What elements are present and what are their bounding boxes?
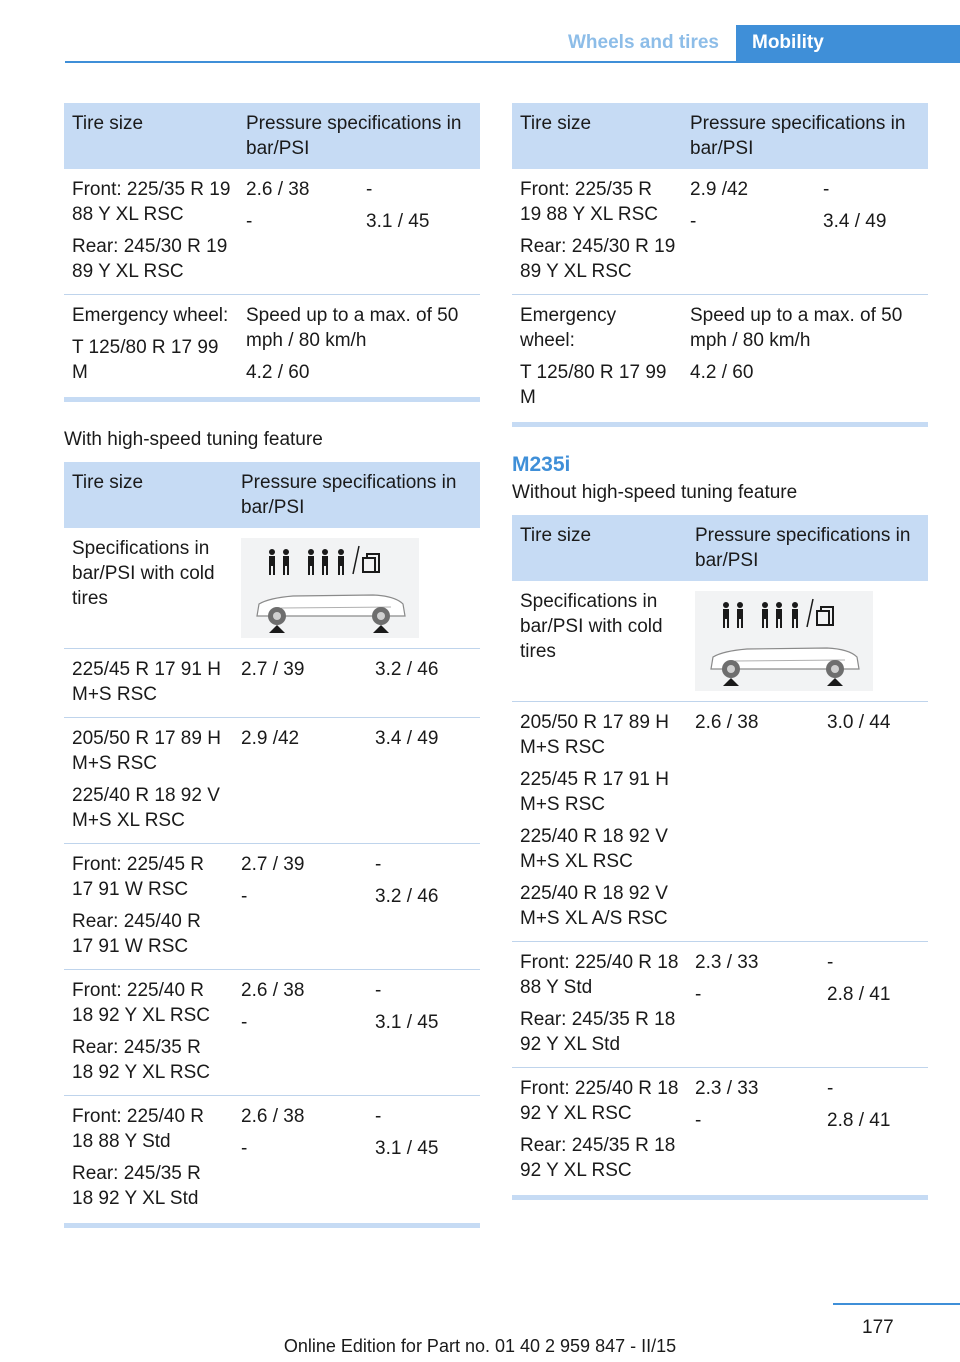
- tire-size-cell: [512, 702, 687, 942]
- tire-size-front: Front: 225/40 R 18 88 Y Std: [72, 1106, 205, 1152]
- pressure-cell: [819, 942, 928, 1068]
- pressure-cell: [238, 169, 358, 295]
- load-condition-cell: [687, 581, 928, 702]
- pressure-value: 3.2 / 46: [375, 659, 439, 680]
- table-caption: Without high-speed tuning feature: [512, 482, 798, 503]
- column-header-pressure: Pressure specifications in bar/PSI: [687, 515, 928, 581]
- emergency-wheel-label: Emergency wheel:: [520, 305, 617, 351]
- page-number: 177: [862, 1317, 894, 1338]
- table-row: [64, 169, 480, 295]
- tire-size-cell: [64, 718, 233, 844]
- tire-size: 225/40 R 18 92 V M+S XL A/S RSC: [520, 883, 668, 929]
- vehicle-load-icon: [241, 538, 419, 638]
- tire-size-front: Front: 225/35 R 19 88 Y XL RSC: [72, 179, 231, 225]
- pressure-cell: [233, 970, 367, 1096]
- pressure-value: -: [827, 952, 834, 973]
- pressure-value: -: [827, 1078, 834, 1099]
- pressure-cell: [819, 1068, 928, 1198]
- pressure-value: 3.4 / 49: [375, 728, 439, 749]
- pressure-cell: [233, 844, 367, 970]
- table-row: [512, 942, 928, 1068]
- table-row: [512, 295, 928, 425]
- tire-size-cell: [64, 649, 233, 718]
- left-column: [64, 103, 480, 1228]
- column-header-tire-size: Tire size: [64, 103, 238, 169]
- table-header-row: [512, 103, 928, 169]
- table-row: [512, 1068, 928, 1198]
- pressure-value: -: [695, 984, 702, 1005]
- pressure-cell: [367, 718, 480, 844]
- pressure-value: 3.0 / 44: [827, 712, 891, 733]
- load-condition-cell: [233, 528, 480, 649]
- pressure-value: 2.6 / 38: [246, 179, 310, 200]
- tire-pressure-table: [64, 103, 480, 402]
- column-header-pressure: Pressure specifications in bar/PSI: [233, 462, 480, 528]
- pressure-cell: [819, 702, 928, 942]
- pressure-value: 3.4 / 49: [823, 211, 887, 232]
- tire-size: 205/50 R 17 89 H M+S RSC: [72, 728, 221, 774]
- pressure-value: 3.1 / 45: [375, 1138, 439, 1159]
- model-heading: M235i: [512, 453, 571, 476]
- pressure-cell: [687, 1068, 819, 1198]
- pressure-value: -: [695, 1110, 702, 1131]
- tire-size-cell: [512, 169, 682, 295]
- tire-size-cell: [64, 1096, 233, 1226]
- table-row: [64, 528, 480, 649]
- pressure-cell: [233, 649, 367, 718]
- pressure-value: -: [690, 211, 697, 232]
- tire-pressure-table: [512, 515, 928, 1200]
- tire-size-rear: Rear: 245/30 R 19 89 Y XL RSC: [520, 236, 676, 282]
- speed-limit-note: Speed up to a max. of 50 mph / 80 km/h: [690, 305, 903, 351]
- pressure-value: 2.3 / 33: [695, 952, 759, 973]
- pressure-cell: [687, 942, 819, 1068]
- tire-size-front: Front: 225/40 R 18 88 Y Std: [520, 952, 679, 998]
- table-header-row: [64, 103, 480, 169]
- pressure-value: 4.2 / 60: [246, 362, 310, 383]
- tire-size-rear: Rear: 245/35 R 18 92 Y XL RSC: [72, 1037, 211, 1083]
- pressure-value: 2.9 /42: [690, 179, 749, 200]
- pressure-cell: [367, 970, 480, 1096]
- pressure-cell: [233, 718, 367, 844]
- table-row: [64, 649, 480, 718]
- table-header-row: [512, 515, 928, 581]
- table-caption: With high-speed tuning feature: [64, 429, 323, 450]
- tire-size-front: Front: 225/45 R 17 91 W RSC: [72, 854, 205, 900]
- pressure-value: 2.7 / 39: [241, 659, 305, 680]
- tire-size-rear: Rear: 245/30 R 19 89 Y XL RSC: [72, 236, 228, 282]
- pressure-cell: [367, 649, 480, 718]
- tire-pressure-table: [64, 462, 480, 1228]
- pressure-value: -: [375, 1106, 382, 1127]
- header-chapter-tab: Mobility: [736, 25, 960, 61]
- pressure-cell: [367, 844, 480, 970]
- right-column: [512, 103, 928, 1200]
- pressure-value: -: [375, 980, 382, 1001]
- column-header-tire-size: Tire size: [512, 515, 687, 581]
- table-row: [64, 844, 480, 970]
- pressure-value: 2.8 / 41: [827, 1110, 891, 1131]
- pressure-cell: [358, 169, 480, 295]
- pressure-value: -: [241, 1138, 248, 1159]
- cold-tire-label: Specifications in bar/PSI with cold tires: [64, 528, 233, 649]
- pressure-value: -: [246, 211, 253, 232]
- column-header-tire-size: Tire size: [512, 103, 682, 169]
- emergency-wheel-label: Emergency wheel:: [72, 305, 229, 326]
- tire-size-rear: Rear: 245/35 R 18 92 Y XL Std: [520, 1009, 676, 1055]
- tire-pressure-table: [512, 103, 928, 427]
- footer-rule: [833, 1303, 960, 1305]
- table-header-row: [64, 462, 480, 528]
- tire-size: 205/50 R 17 89 H M+S RSC: [520, 712, 669, 758]
- table-row: [512, 169, 928, 295]
- tire-size-front: Front: 225/40 R 18 92 Y XL RSC: [520, 1078, 679, 1124]
- pressure-value: 2.6 / 38: [695, 712, 759, 733]
- header-section-label: Wheels and tires: [568, 32, 719, 53]
- table-row: [64, 295, 480, 400]
- tire-size-cell: [512, 1068, 687, 1198]
- vehicle-load-icon: [695, 591, 873, 691]
- pressure-cell: [682, 169, 815, 295]
- pressure-cell: [815, 169, 928, 295]
- table-row: [64, 970, 480, 1096]
- pressure-value: -: [366, 179, 373, 200]
- pressure-value: 3.1 / 45: [366, 211, 430, 232]
- emergency-wheel-size: T 125/80 R 17 99 M: [520, 362, 667, 408]
- speed-limit-note: Speed up to a max. of 50 mph / 80 km/h: [246, 305, 459, 351]
- cold-tire-label: Specifications in bar/PSI with cold tires: [512, 581, 687, 702]
- tire-size-front: Front: 225/35 R 19 88 Y XL RSC: [520, 179, 659, 225]
- pressure-cell: [233, 1096, 367, 1226]
- pressure-value: 2.7 / 39: [241, 854, 305, 875]
- tire-size-cell: [64, 970, 233, 1096]
- tire-size-cell: [512, 942, 687, 1068]
- tire-size-rear: Rear: 245/40 R 17 91 W RSC: [72, 911, 201, 957]
- column-header-pressure: Pressure specifications in bar/PSI: [682, 103, 928, 169]
- tire-size-cell: [512, 295, 682, 425]
- table-row: [512, 581, 928, 702]
- pressure-cell: [238, 295, 480, 400]
- tire-size-rear: Rear: 245/35 R 18 92 Y XL RSC: [520, 1135, 676, 1181]
- tire-size-front: Front: 225/40 R 18 92 Y XL RSC: [72, 980, 211, 1026]
- pressure-value: -: [375, 854, 382, 875]
- emergency-wheel-size: T 125/80 R 17 99 M: [72, 337, 219, 383]
- tire-size: 225/40 R 18 92 V M+S XL RSC: [520, 826, 668, 872]
- tire-size-cell: [64, 844, 233, 970]
- pressure-cell: [682, 295, 928, 425]
- tire-size-rear: Rear: 245/35 R 18 92 Y XL Std: [72, 1163, 201, 1209]
- pressure-value: -: [241, 1012, 248, 1033]
- pressure-value: 2.3 / 33: [695, 1078, 759, 1099]
- edition-note: Online Edition for Part no. 01 40 2 959 847 - II/15: [283, 1336, 677, 1356]
- tire-size-cell: [64, 169, 238, 295]
- pressure-value: -: [241, 886, 248, 907]
- pressure-value: 2.9 /42: [241, 728, 300, 749]
- pressure-value: 3.1 / 45: [375, 1012, 439, 1033]
- pressure-value: -: [823, 179, 830, 200]
- page-header: [65, 25, 960, 63]
- tire-size: 225/45 R 17 91 H M+S RSC: [520, 769, 669, 815]
- column-header-pressure: Pressure specifications in bar/PSI: [238, 103, 480, 169]
- pressure-cell: [687, 702, 819, 942]
- pressure-value: 4.2 / 60: [690, 362, 754, 383]
- pressure-value: 2.6 / 38: [241, 1106, 305, 1127]
- table-row: [512, 702, 928, 942]
- tire-size-cell: [64, 295, 238, 400]
- pressure-cell: [367, 1096, 480, 1226]
- tire-size: 225/45 R 17 91 H M+S RSC: [72, 659, 221, 705]
- table-row: [64, 1096, 480, 1226]
- tire-size: 225/40 R 18 92 V M+S XL RSC: [72, 785, 220, 831]
- table-row: [64, 718, 480, 844]
- column-header-tire-size: Tire size: [64, 462, 233, 528]
- pressure-value: 2.6 / 38: [241, 980, 305, 1001]
- pressure-value: 3.2 / 46: [375, 886, 439, 907]
- pressure-value: 2.8 / 41: [827, 984, 891, 1005]
